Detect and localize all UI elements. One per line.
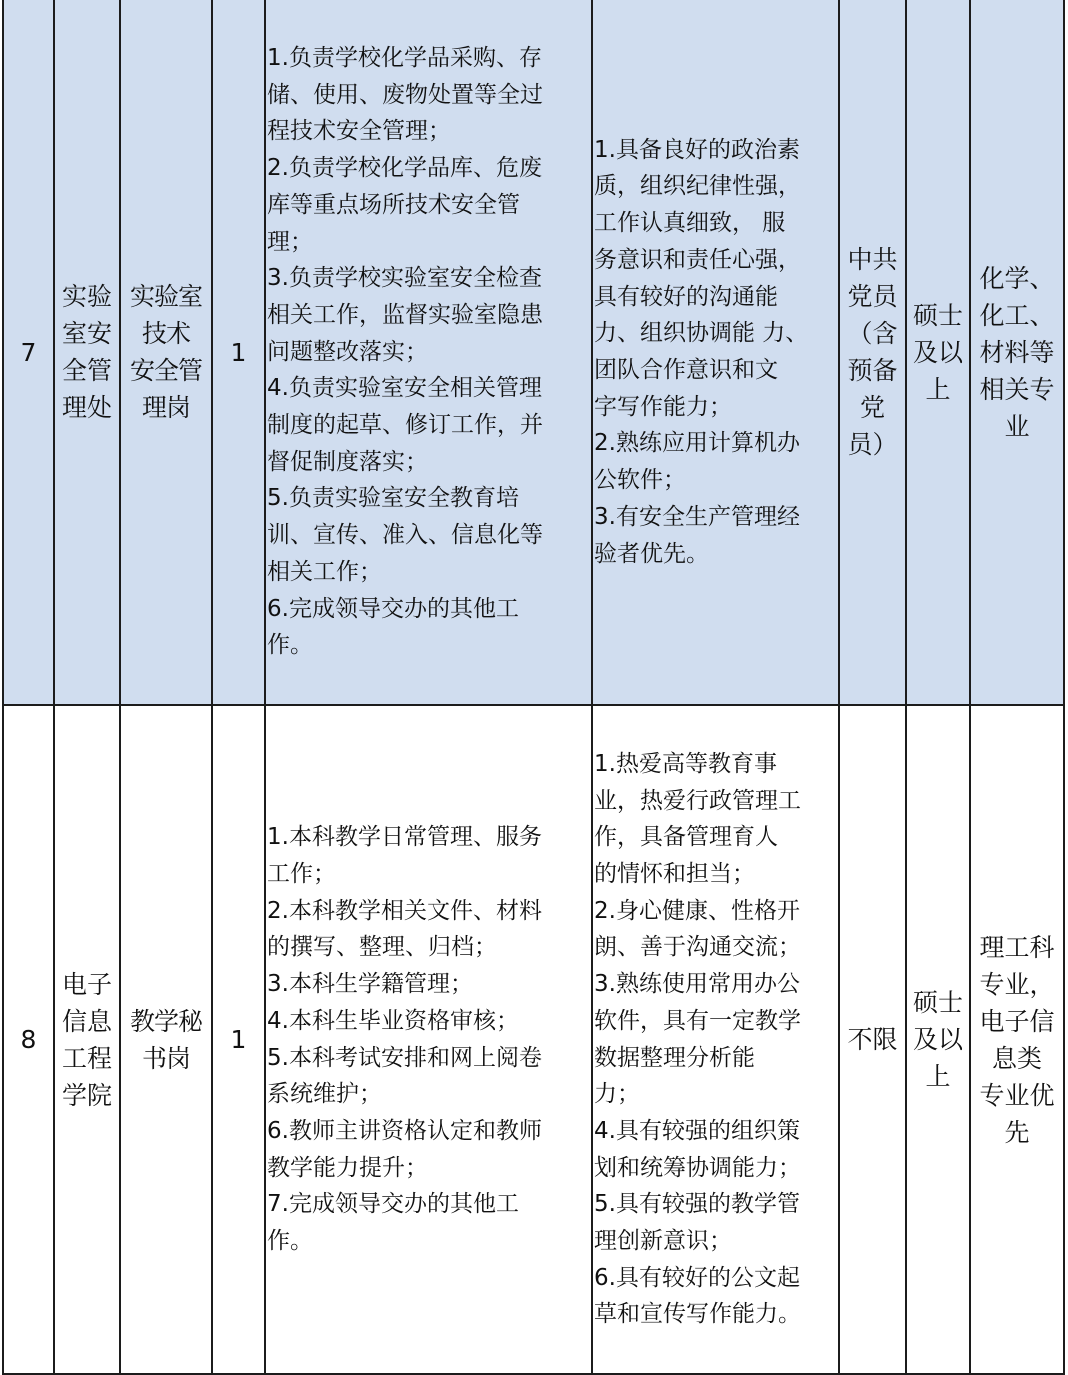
cell-text-line: 的撰写、整理、归档； [267, 934, 497, 961]
cell-text-line: 相关工作，监督实验室隐患 [267, 301, 543, 328]
cell-text-line: 训、宣传、准入、信息化等 [267, 522, 543, 549]
cell-text-line: 2.身心健康、性格开 [594, 897, 800, 924]
cell-text-line: 先 [1004, 1117, 1030, 1147]
cell-text-line: 教学秘 [129, 1006, 202, 1036]
cell-text-line: 6.具有较好的公文起 [594, 1264, 800, 1291]
cell-text-line: 具有较好的沟通能 [594, 283, 778, 310]
cell-text-line: 电子信 [979, 1006, 1055, 1036]
requirements-cell [592, 0, 839, 705]
cell-text-line: 问题整改落实； [267, 338, 428, 365]
cell-text-line: 6.教师主讲资格认定和教师 [267, 1117, 542, 1144]
cell-text-line: 2.本科教学相关文件、材料 [267, 897, 542, 924]
cell-text-line: 理岗 [141, 393, 190, 422]
cell-text-line: 作。 [267, 632, 313, 659]
row-number-cell: 8 [3, 705, 54, 1374]
cell-text-line: 学院 [61, 1080, 112, 1110]
cell-text-line: 作，具备管理育人 [594, 824, 778, 851]
cell-text-line: 力、组织协调能 力、 [594, 320, 809, 347]
cell-text-line: 朗、善于沟通交流； [594, 934, 801, 961]
cell-text-line: 1.具备良好的政治素 [594, 136, 800, 163]
cell-text-line: 1.本科教学日常管理、服务 [267, 824, 542, 851]
cell-text-line: 7.完成领导交办的其他工 [267, 1191, 519, 1218]
cell-text-line: 员） [847, 430, 898, 459]
position-cell [120, 705, 212, 1374]
cell-text-line: 理创新意识； [594, 1228, 732, 1255]
table-row [3, 0, 1064, 705]
cell-text-line: 硕士 [912, 300, 963, 330]
cell-text-line: 3.熟练使用常用办公 [594, 971, 800, 998]
cell-text-line: 划和统筹协调能力； [594, 1154, 801, 1181]
cell-text-line: 工作； [267, 860, 336, 887]
cell-text-line: 程技术安全管理； [267, 118, 451, 145]
cell-text-line: 相关专 [979, 374, 1055, 404]
cell-text-line: 信息 [61, 1006, 112, 1036]
cell-text-line: 团队合作意识和文 [594, 357, 778, 383]
cell-text-line: 相关工作； [267, 558, 382, 585]
cell-text-line: 实验 [61, 282, 112, 311]
political-status-cell [839, 0, 906, 705]
cell-text-line: 5.本科考试安排和网上阅卷 [267, 1044, 542, 1071]
job-table [2, 0, 1065, 1375]
cell-text-line: 4.具有较强的组织策 [594, 1117, 800, 1144]
cell-text-line: 工程 [61, 1043, 112, 1073]
cell-text-line: 系统维护； [267, 1081, 382, 1108]
count-cell: 1 [212, 0, 265, 705]
cell-text-line: 验者优先。 [594, 540, 709, 567]
cell-text-line: 1.热爱高等教育事 [594, 750, 777, 777]
row-number-cell: 7 [3, 0, 54, 705]
cell-text-line: 字写作能力； [594, 393, 732, 420]
major-cell [970, 0, 1064, 705]
cell-text-line: 上 [925, 374, 951, 404]
cell-text-line: 数据整理分析能 [594, 1044, 755, 1071]
cell-text-line: 专业优 [979, 1080, 1055, 1110]
cell-text-line: 专业， [979, 969, 1055, 999]
cell-text-line: 督促制度落实； [267, 448, 428, 475]
cell-text-line: 公软件； [594, 467, 686, 494]
cell-text-line: 中共 [847, 245, 898, 274]
cell-text-line: 硕士 [912, 988, 963, 1017]
cell-text-line: 书岗 [141, 1043, 190, 1073]
cell-text-line: 作。 [267, 1228, 313, 1255]
cell-text-line: 电子 [61, 969, 112, 999]
cell-text-line: 理工科 [979, 932, 1055, 962]
table-row [3, 705, 1064, 1374]
cell-text-line: （含 [847, 319, 898, 348]
cell-text-line: 党员 [847, 282, 898, 311]
cell-text-line: 工作认真细致， 服 [594, 210, 786, 237]
cell-text-line: 化工、 [979, 300, 1055, 330]
duties-cell [265, 705, 592, 1374]
cell-text-line: 实验室 [129, 282, 202, 311]
cell-text-line: 不限 [847, 1025, 898, 1054]
cell-text-line: 3.有安全生产管理经 [594, 503, 800, 530]
cell-text-line: 预备 [847, 356, 898, 385]
cell-text-line: 的情怀和担当； [594, 860, 755, 887]
cell-text-line: 2.负责学校化学品库、危废 [267, 155, 542, 182]
cell-text-line: 1.负责学校化学品采购、存 [267, 45, 542, 72]
cell-text-line: 室安 [61, 319, 112, 348]
cell-text-line: 及以 [912, 1025, 963, 1054]
cell-text-line: 4.本科生毕业资格审核； [267, 1007, 519, 1034]
cell-text-line: 6.完成领导交办的其他工 [267, 595, 519, 622]
department-cell [54, 0, 120, 705]
cell-text-line: 全管 [61, 356, 112, 385]
cell-text-line: 5.具有较强的教学管 [594, 1191, 800, 1218]
major-cell [970, 705, 1064, 1374]
duties-cell [265, 0, 592, 705]
cell-text-line: 草和宣传写作能力。 [594, 1301, 801, 1328]
count-cell: 1 [212, 705, 265, 1374]
cell-text-line: 化学、 [979, 263, 1055, 293]
education-cell [906, 705, 970, 1374]
cell-text-line: 制度的起草、修订工作，并 [267, 412, 543, 439]
cell-text-line: 软件，具有一定教学 [594, 1007, 801, 1034]
cell-text-line: 4.负责实验室安全相关管理 [267, 375, 542, 402]
cell-text-line: 务意识和责任心强， [594, 246, 801, 273]
cell-text-line: 3.负责学校实验室安全检查 [267, 265, 542, 292]
cell-text-line: 党 [859, 393, 885, 422]
cell-text-line: 质，组织纪律性强， [594, 173, 801, 200]
department-cell [54, 705, 120, 1374]
cell-text-line: 库等重点场所技术安全管 [267, 191, 520, 218]
cell-text-line: 储、使用、废物处置等全过 [267, 81, 543, 108]
cell-text-line: 理处 [61, 393, 112, 422]
cell-text-line: 息类 [991, 1043, 1042, 1073]
cell-text-line: 3.本科生学籍管理； [267, 971, 473, 998]
cell-text-line: 上 [925, 1062, 951, 1091]
cell-text-line: 力； [594, 1081, 640, 1108]
cell-text-line: 2.熟练应用计算机办 [594, 430, 800, 457]
education-cell [906, 0, 970, 705]
cell-text-line: 技术 [141, 319, 190, 348]
cell-text-line: 及以 [912, 337, 963, 367]
cell-text-line: 业 [1004, 411, 1030, 441]
cell-text-line: 5.负责实验室安全教育培 [267, 485, 519, 512]
position-cell [120, 0, 212, 705]
requirements-cell [592, 705, 839, 1374]
political-status-cell [839, 705, 906, 1374]
cell-text-line: 业，热爱行政管理工 [594, 787, 801, 814]
cell-text-line: 理； [267, 228, 313, 255]
cell-text-line: 安全管 [129, 356, 202, 385]
cell-text-line: 材料等 [979, 337, 1055, 367]
cell-text-line: 教学能力提升； [267, 1154, 428, 1181]
